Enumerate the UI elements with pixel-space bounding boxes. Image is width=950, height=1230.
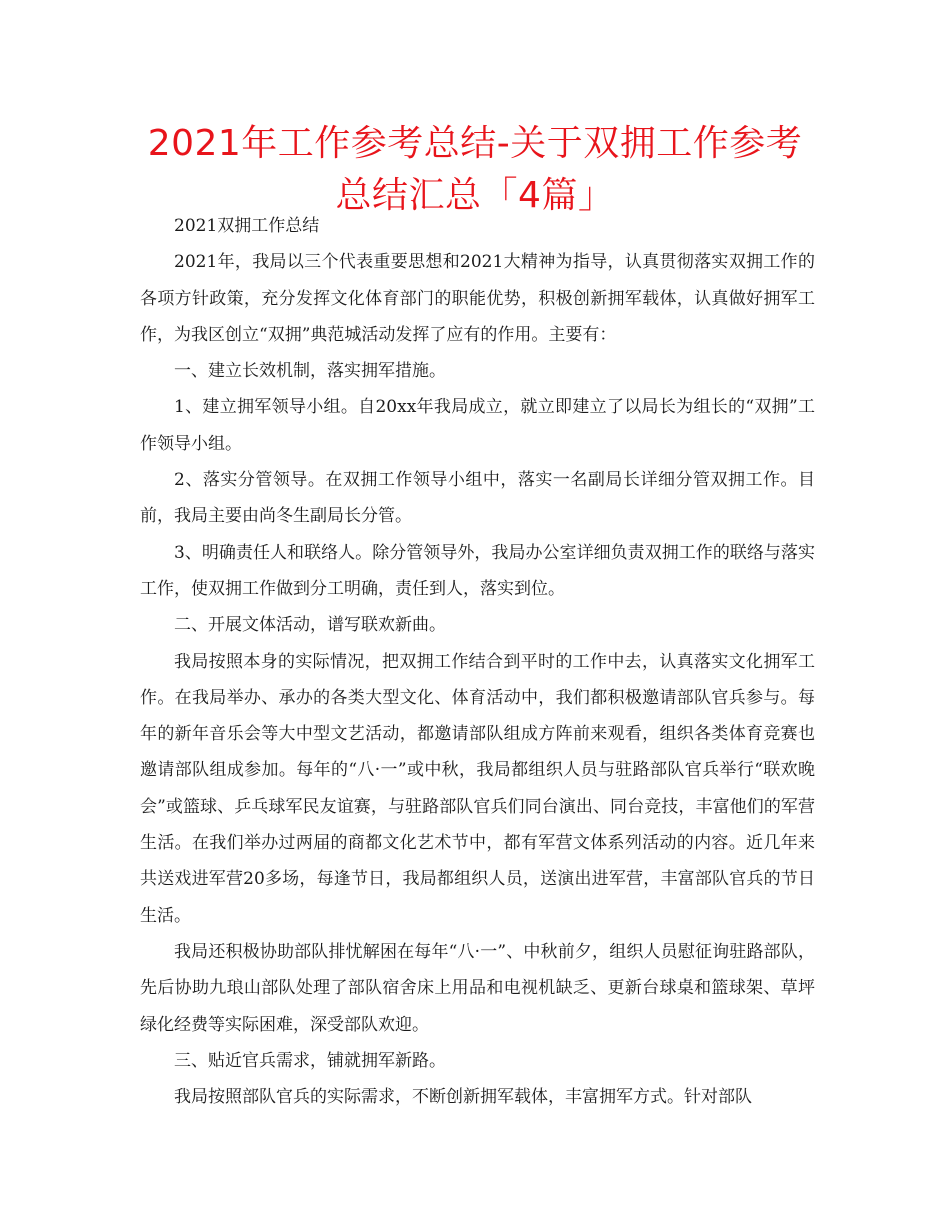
paragraph-heading-2: 二、开展文体活动，谱写联欢新曲。 [174, 615, 446, 636]
paragraph-item-2: 2、落实分管领导。在双拥工作领导小组中，落实一名副局长详细分管双拥工作。目前，我局主要由尚冬生副局长分管。 [140, 470, 815, 527]
paragraph-section-heading: 2021双拥工作总结 [174, 216, 320, 236]
paragraph-assistance: 我局还积极协助部队排忧解困在每年“八·一”、中秋前夕，组织人员慰征询驻路部队，先后协助九琅山部队处理了部队宿舍床上用品和电视机缺乏、更新台球桌和篮球架、草坪绿化经费等实际困难，深受部队欢迎。 [140, 941, 815, 1035]
document-title: 2021年工作参考总结-关于双拥工作参考总结汇总「4篇」 [147, 123, 803, 216]
paragraph-heading-1: 一、建立长效机制，落实拥军措施。 [174, 361, 446, 382]
paragraph-item-1: 1、建立拥军领导小组。自20xx年我局成立，就立即建立了以局长为组长的“双拥”工作领导小组。 [140, 397, 815, 454]
paragraph-culture-activities: 我局按照本身的实际情况，把双拥工作结合到平时的工作中去，认真落实文化拥军工作。在我局举办、承办的各类大型文化、体育活动中，我们都积极邀请部队官兵参与。每年的新年音乐会等大中型文艺活动，都邀请部队组成方阵前来观看，组织各类体育竞赛也邀请部队组成参加。每年的“八·一”或中秋，我局都组织人员与驻路部队官兵举行“联欢晚会”或篮球、乒乓球军民友谊赛，与驻路部队官兵们同台演出、同台竞技，丰富他们的军营生活。在我们举办过两届的商都文化艺术节中，都有军营文体系列活动的内容。近几年来共送戏进军营20多场，每逢节日，我局都组织人员，送演出进军营，丰富部队官兵的节日生活。 [140, 651, 815, 926]
paragraph-intro: 2021年，我局以三个代表重要思想和2021大精神为指导，认真贯彻落实双拥工作的各项方针政策，充分发挥文化体育部门的职能优势，积极创新拥军载体，认真做好拥军工作，为我区创立“双拥”典范城活动发挥了应有的作用。主要有： [140, 252, 815, 345]
paragraph-heading-3: 三、贴近官兵需求，铺就拥军新路。 [174, 1050, 446, 1071]
document-body [140, 208, 815, 1115]
paragraph-item-3: 3、明确责任人和联络人。除分管领导外，我局办公室详细负责双拥工作的联络与落实工作，使双拥工作做到分工明确，责任到人，落实到位。 [140, 542, 815, 599]
paragraph-needs: 我局按照部队官兵的实际需求，不断创新拥军载体，丰富拥军方式。针对部队 [174, 1087, 752, 1108]
